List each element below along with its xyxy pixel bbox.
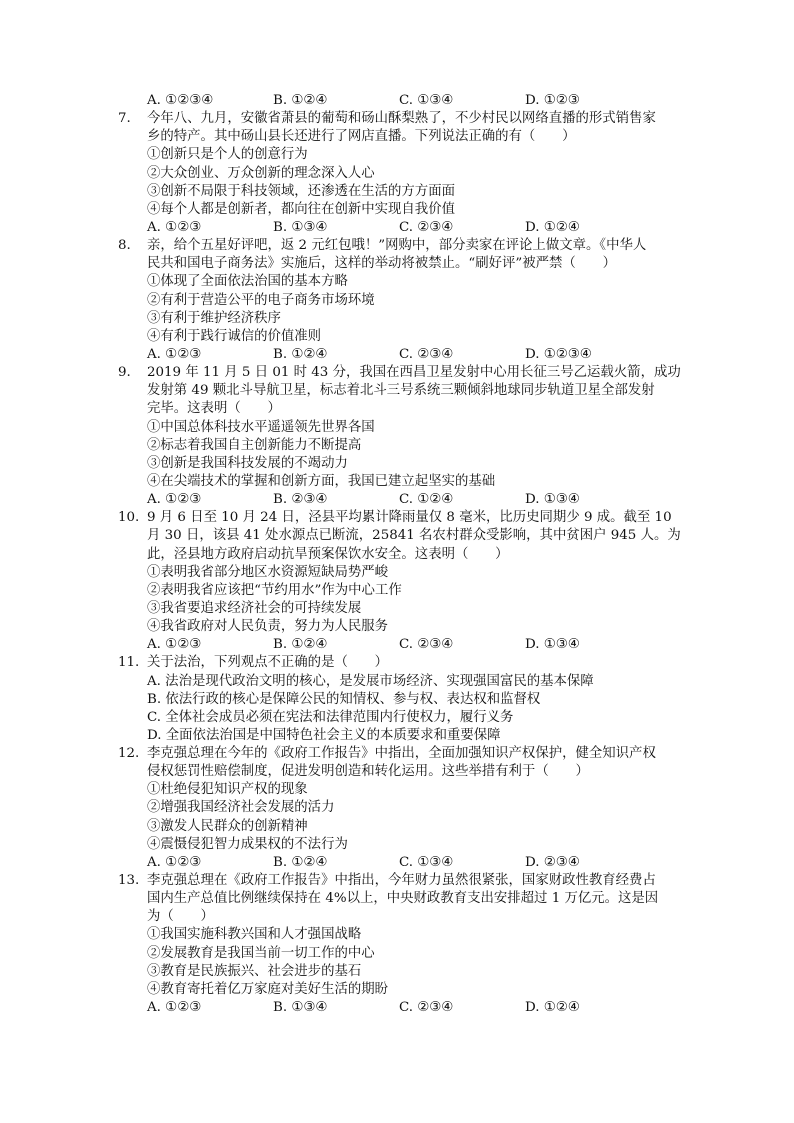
answer-option: D. ①②④ [525,219,580,235]
statement-text: B. 依法行政的核心是保障公民的知情权、参与权、表达权和监督权 [147,691,541,707]
answer-choices [0,346,794,364]
answer-option: B. ①②④ [273,637,328,653]
statement-line [0,201,794,219]
question-stem-line [0,527,794,545]
question-stem-text: 为（ ） [147,909,214,925]
answer-option: C. ②③④ [399,1000,454,1016]
statement-line [0,926,794,944]
answer-option: D. ①②③ [525,93,580,108]
statement-text: ②有利于营造公平的电子商务市场环境 [147,292,375,308]
question-stem-line [0,509,794,527]
statement-line [0,292,794,310]
answer-option: D. ①③④ [525,637,580,653]
statement-text: ④每个人都是创新者，都向往在创新中实现自我价值 [147,201,455,217]
question-stem-line [0,763,794,781]
question-block [0,654,794,745]
statement-line [0,437,794,455]
answer-option: B. ①②④ [273,346,328,362]
answer-option: C. ②③④ [399,346,454,362]
question-stem-text: 国内生产总值比例继续保持在 4%以上，中央财政教育支出安排超过 1 万亿元。这是因 [147,891,659,907]
answer-option: A. ①②③ [147,854,202,870]
answer-choices [0,636,794,654]
statement-line [0,419,794,437]
question-stem-text: 发射第 49 颗北斗导航卫星，标志着北斗三号系统三颗倾斜地球同步轨道卫星全部发射 [147,383,655,399]
statement-text: ③教育是民族振兴、社会进步的基石 [147,963,362,979]
statement-text: ③创新是我国科技发展的不竭动力 [147,455,348,471]
statement-text: ①表明我省部分地区水资源短缺局势严峻 [147,564,389,580]
question-stem-text: 今年八、九月，安徽省萧县的葡萄和砀山酥梨熟了，不少村民以网络直播的形式销售家 [147,111,656,127]
question-number: 10. [118,510,140,526]
question-stem-text: 乡的特产。其中砀山县长还进行了网店直播。下列说法正确的有（ ） [147,129,576,145]
statement-text: ②标志着我国自主创新能力不断提高 [147,437,362,453]
answer-choices [0,219,794,237]
answer-option: D. ①②④ [525,1000,580,1016]
answer-option: A. ①②③ [147,637,202,653]
question-number: 13. [118,873,140,889]
question-number: 9. [118,365,131,381]
statement-text: ①体现了全面依法治国的基本方略 [147,274,348,290]
answer-option: C. ①③④ [399,854,454,870]
question-block [0,110,794,237]
statement-text: ③创新不局限于科技领域，还渗透在生活的方方面面 [147,183,455,199]
question-stem-text: 李克强总理在《政府工作报告》中指出，今年财力虽然很紧张，国家财政性教育经费占 [147,873,656,889]
statement-line [0,183,794,201]
statement-line [0,455,794,473]
question-stem-text: 民共和国电子商务法》实施后，这样的举动将被禁止。“刷好评”被严禁（ ） [147,256,616,272]
question-stem-line [0,237,794,255]
statement-line [0,564,794,582]
statement-line [0,945,794,963]
question-stem-line [0,382,794,400]
question-block [0,872,794,1017]
answer-choices [0,92,794,110]
answer-choices [0,854,794,872]
question-stem-text: 2019 年 11 月 5 日 01 时 43 分，我国在西昌卫星发射中心用长征三号乙运载火箭，成功 [147,365,681,381]
question-stem-text: 完毕。这表明（ ） [147,401,281,417]
question-block [0,509,794,654]
question-stem-line [0,872,794,890]
question-number: 7. [118,111,131,127]
statement-line [0,673,794,691]
statement-text: ①杜绝侵犯知识产权的现象 [147,782,308,798]
question-stem-text: 月 30 日，该县 41 处水源点已断流，25841 名农村群众受影响，其中贫困户 945 人。为 [147,528,681,544]
answer-option: A. ①②③ [147,219,202,235]
statement-text: ②增强我国经济社会发展的活力 [147,800,335,816]
answer-option: A. ①②③ [147,1000,202,1016]
statement-line [0,818,794,836]
statement-line [0,165,794,183]
statement-text: ④震慑侵犯智力成果权的不法行为 [147,836,348,852]
statement-line [0,799,794,817]
question-stem-text: 侵权惩罚性赔偿制度，促进发明创造和转化运用。这些举措有利于（ ） [147,764,589,780]
question-stem-line [0,890,794,908]
statement-text: ④有利于践行诚信的价值准则 [147,328,322,344]
answer-option: C. ①③④ [399,93,454,108]
statement-text: ③有利于维护经济秩序 [147,310,281,326]
statement-text: A. 法治是现代政治文明的核心，是发展市场经济、实现强国富民的基本保障 [147,673,594,689]
statement-text: ③我省要追求经济社会的可持续发展 [147,600,362,616]
question-stem-line [0,745,794,763]
statement-line [0,328,794,346]
question-stem-text: 此，泾县地方政府启动抗旱预案保饮水安全。这表明（ ） [147,546,509,562]
answer-option: D. ②③④ [525,854,580,870]
question-number: 11. [118,655,140,671]
question-number: 12. [118,746,140,762]
question-stem-line [0,546,794,564]
answer-choices [0,491,794,509]
answer-option: B. ①③④ [273,1000,328,1016]
statement-line [0,691,794,709]
question-block [0,237,794,364]
question-stem-line [0,654,794,672]
statement-line [0,618,794,636]
answer-option: A. ①②③ [147,492,202,508]
statement-line [0,981,794,999]
question-stem-line [0,364,794,382]
answer-option: C. ①②④ [399,492,454,508]
statement-line [0,273,794,291]
question-stem-text: 关于法治，下列观点不正确的是（ ） [147,655,389,671]
answer-option: B. ①②④ [273,854,328,870]
answer-option: D. ①③④ [525,492,580,508]
statement-line [0,146,794,164]
answer-choices [0,999,794,1017]
statement-line [0,582,794,600]
question-number: 8. [118,238,131,254]
statement-text: ①创新只是个人的创意行为 [147,147,308,163]
answer-option: C. ②③④ [399,219,454,235]
answer-option: B. ①②④ [273,93,328,108]
statement-text: ④在尖端技术的掌握和创新方面，我国已建立起坚实的基础 [147,473,496,489]
answer-option: A. ①②③ [147,346,202,362]
question-stem-line [0,128,794,146]
answer-option: D. ①②③④ [525,346,592,362]
question-stem-line [0,255,794,273]
statement-text: ④我省政府对人民负责，努力为人民服务 [147,619,389,635]
answer-option: C. ②③④ [399,637,454,653]
question-stem-line [0,110,794,128]
statement-line [0,709,794,727]
question-stem-text: 亲，给个五星好评吧，返 2 元红包哦！”网购中，部分卖家在评论上做文章。《中华人 [147,238,647,254]
question-block [0,745,794,872]
statement-text: ②大众创业、万众创新的理念深入人心 [147,165,375,181]
question-stem-line [0,908,794,926]
exam-page [0,92,794,1017]
statement-line [0,963,794,981]
statement-text: ④教育寄托着亿万家庭对美好生活的期盼 [147,981,389,997]
statement-line [0,473,794,491]
statement-text: ②发展教育是我国当前一切工作的中心 [147,945,375,961]
statement-text: ①中国总体科技水平遥遥领先世界各国 [147,419,375,435]
answer-option: B. ②③④ [273,492,328,508]
statement-line [0,781,794,799]
statement-line [0,310,794,328]
question-stem-text: 李克强总理在今年的《政府工作报告》中指出，全面加强知识产权保护，健全知识产权 [147,746,656,762]
question-stem-line [0,400,794,418]
answer-option: A. ①②③④ [147,93,214,108]
statement-line [0,727,794,745]
statement-text: C. 全体社会成员必须在宪法和法律范围内行使权力，履行义务 [147,709,514,725]
statement-text: ②表明我省应该把“节约用水”作为中心工作 [147,582,402,598]
statement-text: ①我国实施科教兴国和人才强国战略 [147,927,362,943]
statement-text: D. 全面依法治国是中国特色社会主义的本质要求和重要保障 [147,727,501,743]
statement-line [0,600,794,618]
answer-option: B. ①③④ [273,219,328,235]
question-stem-text: 9 月 6 日至 10 月 24 日，泾县平均累计降雨量仅 8 毫米，比历史同期少 9 成。截至 10 [147,510,672,526]
statement-text: ③激发人民群众的创新精神 [147,818,308,834]
question-block [0,364,794,509]
statement-line [0,836,794,854]
